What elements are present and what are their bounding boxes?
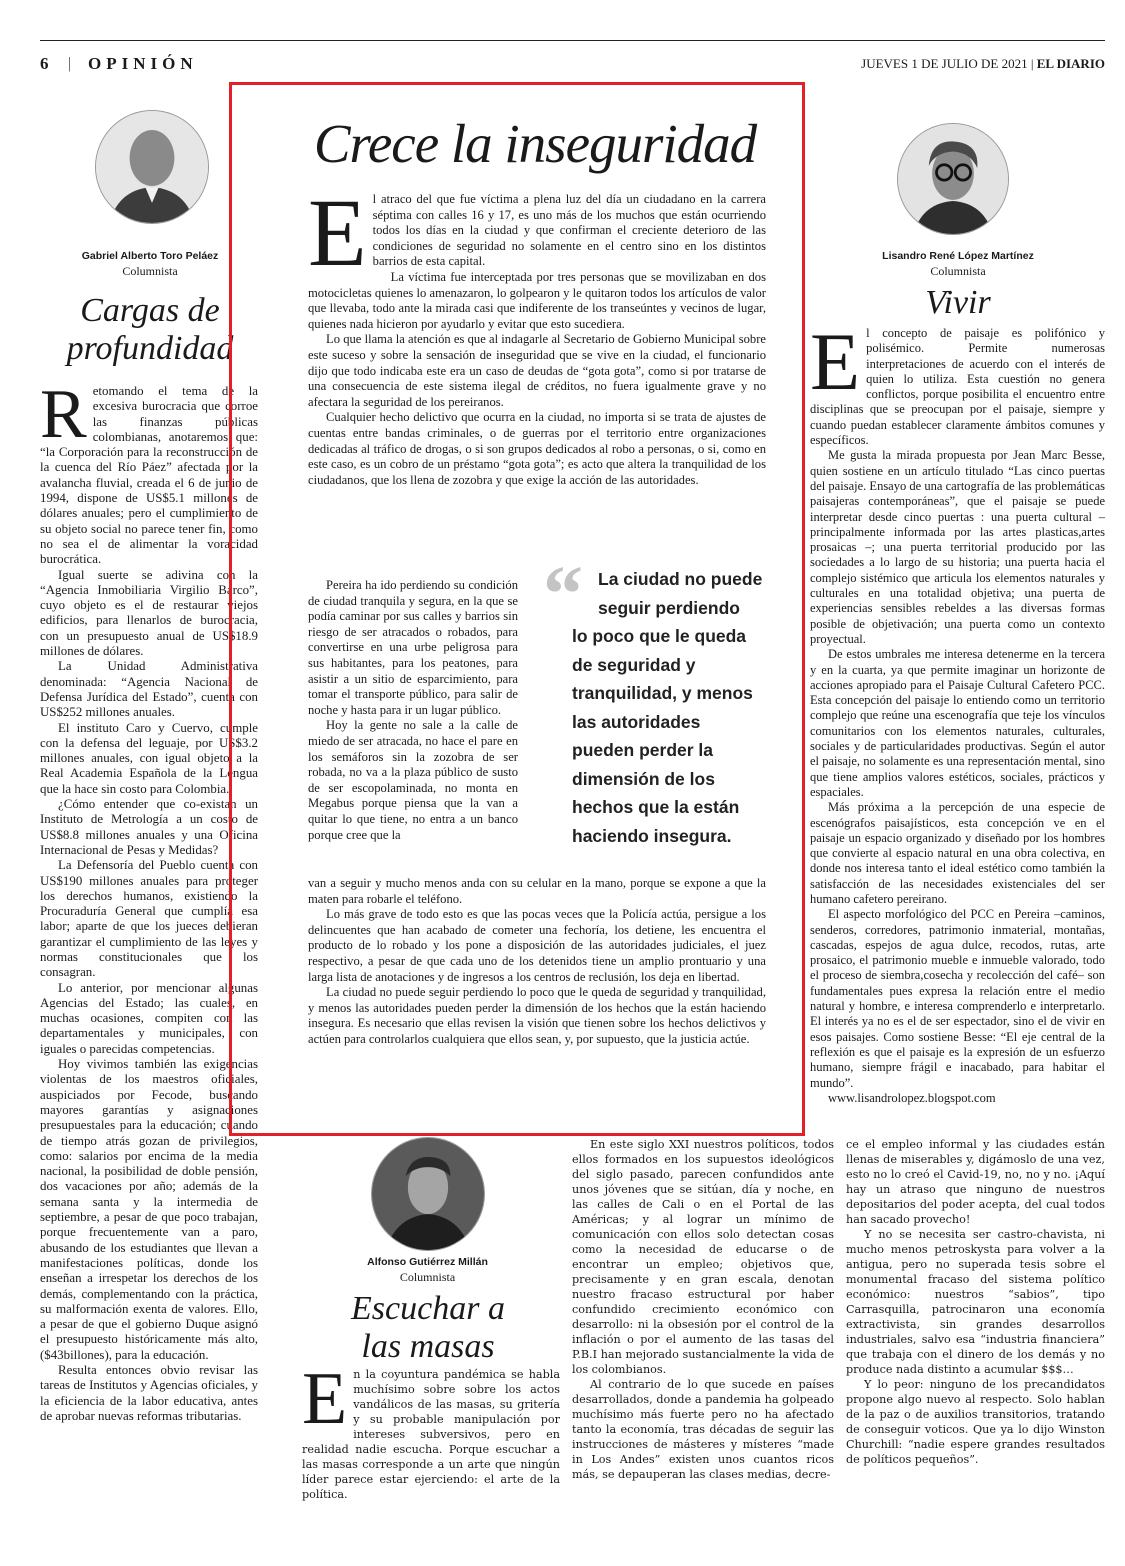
bottom-paragraph: Y no se necesita ser castro-chavista, ni mucho menos petroskysta para volver a la antigua, pero no superada tesis sobre el monumental fracaso del sistema político económico: nuestros “sabios”, tipo Carrasquilla, patrocinaron una economía extractivista, sin grandes desarrollos industriales, salvo esa “industria financiera” que trabaja con el dinero de los demás y no produce nada distinto a acumular $$$… [846, 1228, 1105, 1376]
main-article-title: Crece la inseguridad [313, 113, 757, 174]
pull-quote-line: las autoridades [572, 711, 701, 732]
website: www.lisandrolopez.blogspot.com [828, 1090, 996, 1105]
pull-quote-line: haciendo insegura. [572, 825, 732, 846]
main-paragraph: Pereira ha ido perdiendo su condición de ciudad tranquila y segura, en la que se podía caminar por sus calles y barrios sin riesgo de ser atracados o robados, para convertirse en una urbe peligrosa para sus habitantes, para los peatones, para asistir a un sitio de esparcimiento, para tomar el transporte público, para salir de noche y hasta para ir un lugar público. [308, 578, 518, 717]
main-paragraph: Cualquier hecho delictivo que ocurra en la ciudad, no importa si se trata de ajustes de cuentas entre bandas criminales, o de guerras por el territorio entre organizaciones dedicadas al tráfico de drogas, o si son grupos dedicados al robo a personas, o si, como en este caso, es un cobro de un préstamo “gota gota”; es acto que altera la tranquilidad de los ciudadanos, que los llena de zozobra y que exige la acción de las autoridades. [308, 410, 766, 487]
bottom-column-3 [846, 1137, 1105, 1467]
left-column-text [40, 376, 258, 1424]
pull-quote-line: La ciudad no puede [598, 569, 763, 589]
section-name: OPINIÓN [88, 54, 198, 73]
pull-quote-line: tranquilidad, y menos [572, 683, 753, 703]
bottom-article-title [318, 1290, 538, 1366]
pull-quote-line: hechos que la están [572, 797, 740, 817]
pull-quote-line: de seguridad y [572, 654, 696, 675]
bottom-paragraph: Al contrario de lo que sucede en países desarrollados, donde a pandemia ha golpeado muchísimo más fuerte pero no ha afectado tanto la economía, tras décadas de seguir las instrucciones de másteres y místeres “made in Los Andes” existen unos cuantos ricos más, se depauperan las clases medias, decre- [572, 1378, 834, 1481]
drop-cap-right: E [810, 316, 861, 407]
left-paragraph: Resulta entonces obvio revisar las tareas de Institutos y Agencias oficiales, y la eficiencia de la labor educativa, antes de aprobar nuevas reformas tributarias. [40, 1363, 258, 1423]
newspaper-name: EL DIARIO [1036, 56, 1105, 71]
main-paragraph: La víctima fue interceptada por tres personas que se movilizaban en dos motocicletas quienes lo amenazaron, lo golpearon y le quitaron todos los artículos de valor que llevaba, todo ante la mirada casi que indiferente de los transeúntes y vecinos de lugar, quienes nada hicieron por ayudarlo y evitar que esto sucediera. [308, 269, 766, 331]
author-name-bottom: Alfonso Gutiérrez Millán [367, 1256, 488, 1268]
pull-quote-line: lo poco que le queda [572, 626, 747, 646]
quote-mark-icon: “ [543, 551, 583, 639]
main-paragraph: Lo que llama la atención es que al indagarle al Secretario de Gobierno Municipal sobre este suceso y sobre la sensación de inseguridad que se vive en la ciudad, el funcionario dijo que todo indicaba este era un caso de deudas de “gota gota”, como si por tratarse de una consecuencia de este sistema ilegal de créditos, no fuera igualmente grave y no afectara la seguridad de los pereiranos. [308, 332, 766, 409]
left-paragraph: El instituto Caro y Cuervo, cumple con la defensa del leguaje, por US$3.2 millones anuales, con igual objeto a la Real Academia Española de la Lengua que la hace sin costo para Colombia. [40, 720, 258, 796]
drop-cap-bottom: E [302, 1358, 348, 1440]
left-paragraph: ¿Cómo entender que co-existan un Instituto de Metrología a un costo de US$8.8 millones anuales y una Oficina Internacional de Pesas y Medidas? [40, 797, 258, 857]
author-photo-bottom [371, 1137, 485, 1251]
bottom-column-2 [572, 1137, 834, 1482]
portrait-icon [96, 111, 208, 223]
main-intro: l atraco del que fue víctima a plena luz del día un ciudadano en la carrera séptima con calles 16 y 17, es uno más de los muchos que están ocurriendo todos los días en la ciudad y que confirman el creciente deterioro de las condiciones de seguridad no solamente en el centro sino en los distintos barrios de esta capital. [372, 192, 766, 269]
issue-date: JUEVES 1 DE JULIO DE 2021 [861, 56, 1028, 71]
left-paragraph: etomando el tema de la excesiva burocracia que corroe las finanzas públicas colombianas, anotaremos que: “la Corporación para la reconstrucción de la cuenca del Río Páez” afectada por la avalancha fluvial, creada el 6 de junio de 1994, dispone de US$5.1 millones de dólares anuales; pero el cumplimiento de su objeto social no parece tener fin, como no sea el de alimentar la voracidad burocrática. [40, 384, 258, 567]
header-separator: | [68, 55, 72, 72]
drop-cap-main: E [308, 179, 367, 286]
author-role-right: Columnista [930, 264, 986, 278]
author-name-left: Gabriel Alberto Toro Peláez [81, 250, 219, 262]
right-paragraph: Me gusta la mirada propuesta por Jean Marc Besse, quien sostiene en un artículo titulado “Las cinco puertas del paisaje. Ensayo de una cartografía de las problemáticas paisajeras contemporáneas”, que el paisaje se puede interpretar desde cinco puertas : una puerta cultural –principalmente informada por las artes plasticas,artes prosaicas –; una puerta territorial producido por las sociedades a lo largo de su historia; una puerta hacia el complejo sistémico que articula los elementos naturales y culturales en una totalidad objetiva; una puerta de experiencias sensibles rebeldes a las diversas formas posible de objetivación; una puerta como un contexto proyectual. [810, 448, 1105, 646]
dateline: JUEVES 1 DE JULIO DE 2021 | EL DIARIO [861, 56, 1105, 71]
author-photo-left [95, 110, 209, 224]
bottom-paragraph: ce el empleo informal y las ciudades están llenas de miserables y, digámoslo de una vez, esto no lo creó el Cavid-19, no, no y no. ¡Aquí hay un atraso que ninguno de nuestros depositarios del poder acepta, del cual todos han sacado provecho! [846, 1138, 1105, 1226]
page-header [40, 54, 1105, 76]
left-title-line2: profundidad [66, 330, 234, 367]
portrait-icon [898, 124, 1008, 234]
left-paragraph: La Unidad Administrativa denominada: “Agencia Nacional de Defensa Jurídica del Estado”, cuenta con US$252 millones anuales. [40, 659, 258, 720]
top-rule [40, 40, 1105, 41]
bottom-paragraph: En este siglo XXI nuestros políticos, todos ellos formados en los supuestos ideológicos del siglo pasado, parecen confundidos ante unos jóvenes que se sitúan, día y noche, en las calles de Cali o en el Portal de las Américas; y al lograr un mínimo de comunicación con ellos solo detectan cosas como la necesidad de educarse o de encontrar un empleo; objetivos que, precisamente y en gran escala, denotan nuestro fracaso estructural por haber confundido crecimiento económico con desarrollo: ni la obsesión por el control de la inflación o por el aumento de las tasas del P.B.I han mejorado sustancialmente la vida de los colombianos. [572, 1138, 834, 1376]
author-role-bottom: Columnista [399, 1270, 456, 1284]
highlight-box [229, 82, 805, 1136]
author-role-left: Columnista [122, 264, 178, 278]
left-paragraph: Lo anterior, por mencionar algunas Agencias del Estado; las cuales, en muchas ocasiones, compiten con las departamentales y municipales, con iguales o parecidas competencias. [40, 980, 258, 1056]
author-photo-right [897, 123, 1009, 235]
main-paragraph: La ciudad no puede seguir perdiendo lo poco que le queda de seguridad y tranquilidad, y menos las autoridades pueden perder la dimensión de los hechos que la están haciendo insegura. Es necesario que ellas revisen la visión que tienen sobre los hechos delictivos y actúen para controlarlos cualquiera que ellos sean, y, por supuesto, que la justicia actúe. [308, 985, 766, 1046]
left-paragraph: La Defensoría del Pueblo cuenta con US$190 millones anuales para proteger los derechos humanos, existiendo la Procuraduría General que cumplía esa labor; aparte de que los jueces debieran garantizar el cumplimiento de las leyes y normas constitucionales que los consagran. [40, 858, 258, 980]
right-column-title: Vivir [925, 284, 991, 321]
pull-quote-line: seguir perdiendo [598, 597, 740, 618]
author-name-right: Lisandro René López Martínez [882, 250, 1034, 262]
left-column-title [55, 292, 245, 368]
left-paragraph: Hoy vivimos también las exigencias violentas de los maestros oficiales, auspiciados por Fecode, buscando mayores garantías y asignaciones presupuestales para la educación; cuando de tiempo atrás gozan de privilegios, como: salarios por encima de la media nacional, la posibilidad de doble pensión, dos vacaciones por año; además de la semana santa y la intermedia de septiembre, a pesar de que poco trabajan, porque frecuentemente van a paro, abusando de los estudiantes que llevan a manifestaciones políticas, donde los enseñan a irrespetar los derechos de los demás, complementando con la práctica, su malformación exenta de valores. Ello, a pesar de que el gobierno Duque asignó el presupuesto históricamente más alto, ($43billones), para la educación. [40, 1057, 258, 1362]
left-title-line1: Cargas de [80, 292, 220, 329]
pull-quote-line: pueden perder la [572, 740, 714, 760]
main-continuation: van a seguir y mucho menos anda con su celular en la mano, porque se expone a que la maten para robarle el teléfono. [308, 876, 766, 906]
portrait-icon [372, 1138, 484, 1250]
right-paragraph: Más próxima a la percepción de una especie de escenógrafos paisajísticos, esta concepción ve en el paisaje un espacio organizado y diseñado por los hombres que convierte al espacio natural en una obra colectiva, en donde nos interesa tanto el ideal estético como también la satisfacción de las necesidades existenciales del ser humano cafetero pereirano. [810, 800, 1105, 906]
bottom-intro: n la coyuntura pandémica se habla muchísimo sobre sobre los actos vandálicos de las masas, su gritería y su probable manipulación por intereses subversivos, pero en realidad nadie escucha. Porque escuchar a las masas corresponde a un arte que ningún líder parece estar ejerciendo: el arte de la política. [302, 1368, 560, 1501]
left-paragraph: Igual suerte se adivina con la “Agencia Inmobiliaria Virgilio Barco”, cuyo objeto es el de restaurar viejos edificios, para llenarlos de burocracia, con un presupuesto anual de US$18.9 millones de dólares. [40, 567, 258, 659]
bottom-title-line1: Escuchar a [351, 1290, 505, 1327]
drop-cap-left: R [40, 376, 87, 453]
bottom-column-1 [302, 1358, 560, 1502]
bottom-paragraph: Y lo peor: ninguno de los precandidatos propone algo nuevo al respecto. Solo hablan de la paz o de auxilios transitorios, tratando de conseguir voticos. Que ya lo dijo Winston Churchill: “nadie espere grandes resultados de políticos pequeños”. [846, 1378, 1105, 1466]
right-intro: l concepto de paisaje es polifónico y polisémico. Permite numerosas interpretaciones de acuerdo con el interés de quien lo utiliza. Esta cuestión no genera conflictos, porque posibilita el encuentro entre disciplinas que se preocupan por el paisaje, siempre y cuando puedan establecer claramente ámbitos comunes y específicos. [810, 326, 1105, 448]
bottom-title-line2: las masas [361, 1328, 495, 1365]
main-paragraph: Lo más grave de todo esto es que las pocas veces que la Policía actúa, persigue a los delincuentes que han acabado de cometer una fechoría, los detiene, les encuentra el producto de lo robado y los pone a disposición de las autoridades judiciales, el juez respectivo, a pesar de que cada uno de los detenidos tiene un amplio prontuario y una larga lista de anotaciones y de ingresos a los centros de reclusión, los deja en libertad. [308, 907, 766, 984]
page-number: 6 [40, 54, 49, 73]
pull-quote-line: dimensión de los [572, 768, 715, 789]
right-column-text [810, 316, 1105, 1106]
right-paragraph: El aspecto morfológico del PCC en Pereira –caminos, senderos, corredores, patrimonio inmaterial, montañas, cascadas, espejos de agua dulce, recodos, rutas, arte prosaico, el patrimonio mueble e inmueble valorado, todo el proceso de siembra,cosecha y recolección del café– son fundamentales pues expresa la relación entre el medio natural y hombre, e interesa comprenderlo e interpretarlo. El interés ya no es el de ser espectador, sino el de vivir en esos paisajes. Como sostiene Besse: “El eje central de la reflexión es que el paisaje es la expresión de un esfuerzo humano, siempre frágil e inacabado, para habitar el mundo”. [810, 907, 1105, 1090]
main-paragraph: Hoy la gente no sale a la calle de miedo de ser atracada, no hace el pare en los semáforos sin la zozobra de ser robada, no va a la plaza público de susto de ser escopolaminada, no monta en Megabus porque piensa que la van a quitar lo que tiene, no entra a un banco porque cree que la [308, 718, 518, 842]
right-paragraph: De estos umbrales me interesa detenerme en la tercera y en la cuarta, ya que permite imaginar un horizonte de acciones apropiado para el Paisaje Cultural Cafetero PCC. Esta concepción del paisaje lo entiendo como un territorio complejo que reúne una escenografía que teje los vínculos comunitarios con los elementos naturales, culturales, sociales y de particularidades productivas. Según el autor el paisaje, no solamente es una representación mental, sino que tiene amplios valores estéticos, sociales, prácticos y espaciales. [810, 647, 1105, 799]
